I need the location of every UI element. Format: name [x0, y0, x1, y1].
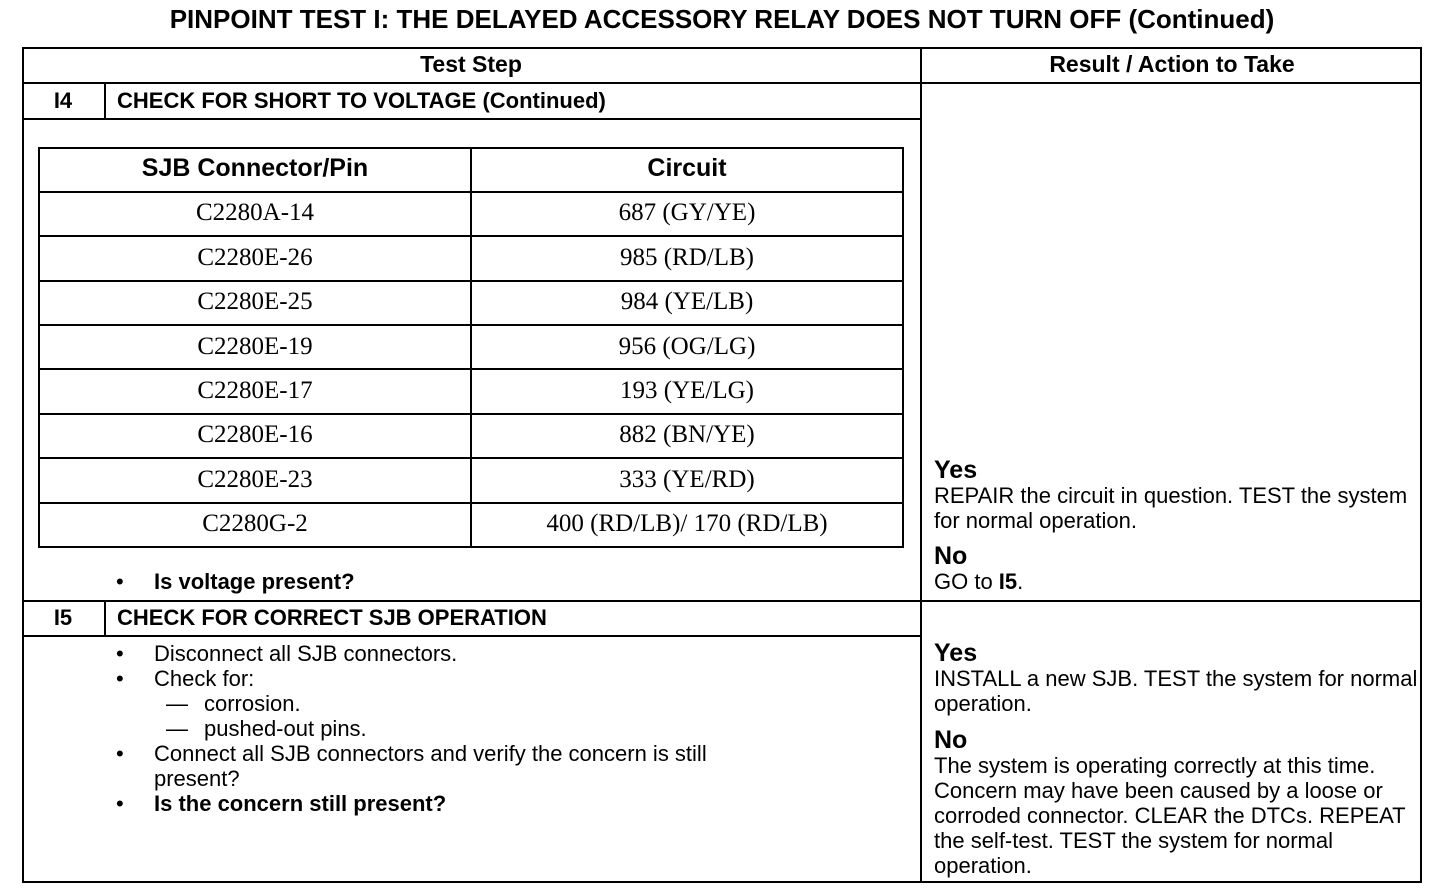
step-instruction: Disconnect all SJB connectors.: [154, 641, 458, 666]
result-header: Result / Action to Take: [1049, 51, 1295, 77]
step-title-i5: CHECK FOR CORRECT SJB OPERATION: [117, 605, 547, 630]
step-number-divider: [104, 84, 106, 120]
step-sub-instruction: corrosion.: [204, 691, 301, 716]
pin-table-row-divider: [38, 413, 904, 415]
pin-table-connector-cell: C2280G-2: [202, 510, 308, 537]
test-step-header: Test Step: [420, 51, 522, 77]
pin-table-connector-cell: C2280E-25: [197, 288, 313, 315]
dash-icon: —: [166, 716, 188, 741]
header-divider: [22, 82, 1422, 84]
step-instruction-continuation: present?: [154, 766, 240, 791]
result-no-label: No: [934, 726, 968, 754]
pin-table-circuit-cell: 400 (RD/LB)/ 170 (RD/LB): [546, 510, 828, 537]
column-divider: [920, 47, 922, 883]
pin-table-circuit-cell: 333 (YE/RD): [619, 466, 755, 493]
bullet-icon: •: [116, 641, 124, 666]
pin-table-circuit-cell: 985 (RD/LB): [619, 244, 755, 271]
pin-table-row-divider: [38, 368, 904, 370]
step-instruction: Check for:: [154, 666, 255, 691]
result-no-label: No: [934, 542, 968, 570]
result-no-text: [934, 569, 1418, 594]
pin-table-connector-cell: C2280E-16: [197, 421, 313, 448]
step-heading-divider: [22, 118, 922, 120]
pin-table-circuit-cell: 984 (YE/LB): [620, 288, 754, 315]
pin-table-header-connector: SJB Connector/Pin: [141, 154, 369, 182]
step-number-divider: [104, 602, 106, 636]
pin-table-row-divider: [38, 280, 904, 282]
pin-table-connector-cell: C2280E-17: [197, 377, 313, 404]
pin-table-circuit-cell: 956 (OG/LG): [618, 333, 756, 360]
pin-table-row-divider: [38, 457, 904, 459]
step-number-i5: I5: [53, 605, 73, 630]
step-sub-instruction: pushed-out pins.: [204, 716, 367, 741]
pin-table-connector-cell: C2280E-23: [197, 466, 313, 493]
pin-table-circuit-cell: 193 (YE/LG): [620, 377, 754, 404]
result-no-text-prefix: GO to: [934, 569, 999, 594]
pin-table-row-divider: [38, 502, 904, 504]
pin-table-circuit-cell: 882 (BN/YE): [619, 421, 755, 448]
pin-table-row-divider: [38, 324, 904, 326]
step-number-i4: I4: [53, 88, 73, 113]
bullet-icon: •: [116, 791, 124, 816]
step-title-i4: CHECK FOR SHORT TO VOLTAGE (Continued): [117, 88, 606, 113]
result-yes-text: INSTALL a new SJB. TEST the system for normal operation.: [934, 666, 1418, 716]
step-question-i5: Is the concern still present?: [154, 791, 447, 816]
pin-table-connector-cell: C2280A-14: [195, 199, 315, 226]
result-no-text-suffix: .: [1017, 569, 1024, 594]
pin-table-connector-cell: C2280E-19: [197, 333, 313, 360]
result-yes-text: REPAIR the circuit in question. TEST the system for normal operation.: [934, 483, 1408, 533]
dash-icon: —: [166, 691, 188, 716]
pin-table-connector-cell: C2280E-26: [197, 244, 313, 271]
goto-step-link[interactable]: I5: [998, 569, 1018, 594]
step-instruction: Connect all SJB connectors and verify the concern is still: [154, 741, 707, 766]
bullet-icon: •: [116, 569, 124, 594]
pin-table-row-divider: [38, 235, 904, 237]
result-yes-label: Yes: [934, 639, 978, 667]
pin-table-header-circuit: Circuit: [647, 154, 727, 182]
result-no-text: The system is operating correctly at this time. Concern may have been caused by a loose or corroded connector. CLEAR the DTCs. REPEAT the self-test. TEST the system for normal operation.: [934, 753, 1406, 878]
bullet-icon: •: [116, 666, 124, 691]
step-heading-divider: [22, 635, 922, 637]
bullet-icon: •: [116, 741, 124, 766]
step-divider: [22, 600, 1422, 602]
result-yes-label: Yes: [934, 456, 978, 484]
pin-table-row-divider: [38, 191, 904, 193]
step-question-i4: Is voltage present?: [154, 569, 355, 594]
page-title: PINPOINT TEST I: THE DELAYED ACCESSORY RELAY DOES NOT TURN OFF (Continued): [169, 4, 1275, 34]
pin-table-circuit-cell: 687 (GY/YE): [618, 199, 756, 226]
